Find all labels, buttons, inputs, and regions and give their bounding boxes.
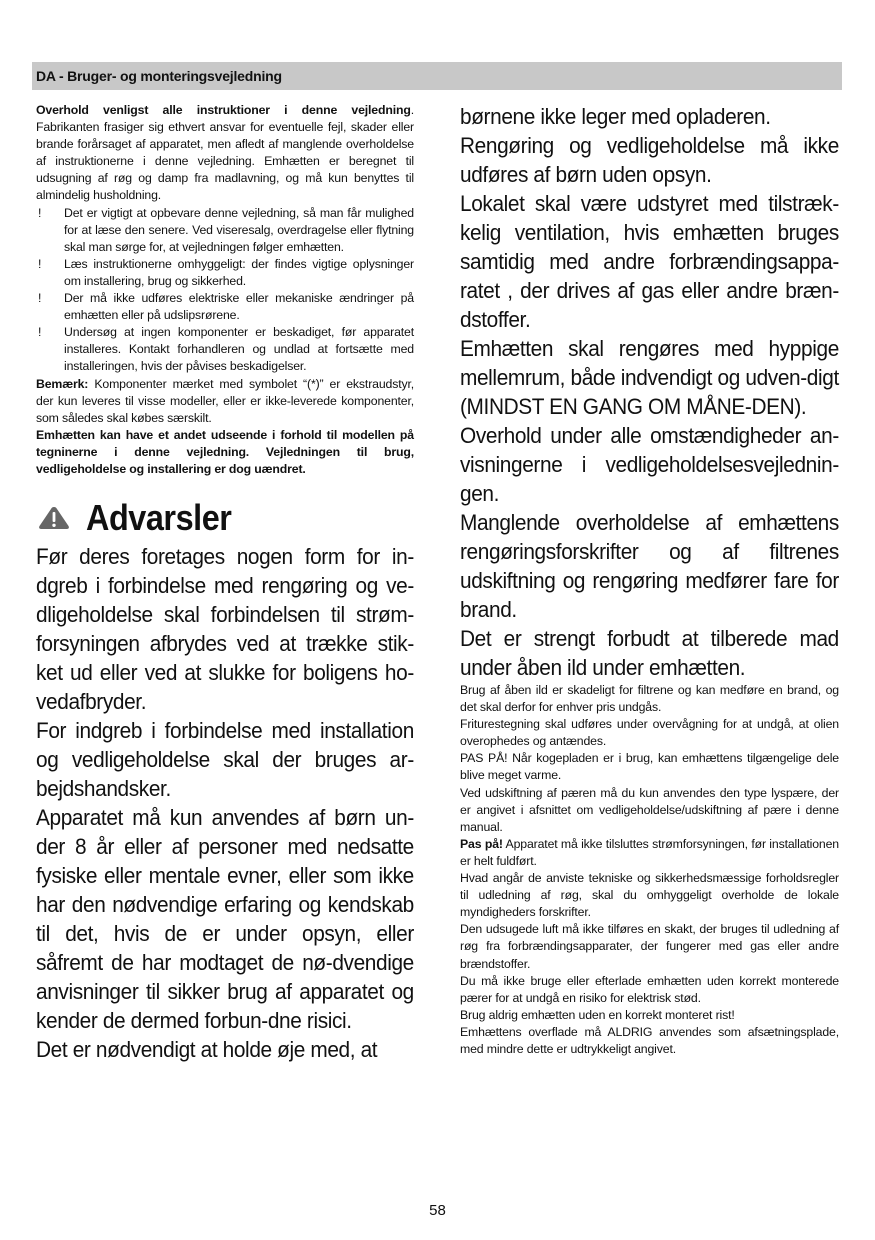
small-paragraph: Brug aldrig emhætten uden en korrekt monteret rist!: [460, 1007, 735, 1022]
right-column: [460, 102, 839, 1058]
note-text: Komponenter mærket med symbolet “(*)” er ekstraudstyr, der kun leveres til visse modeller, eller er ikke-leverede komponenter, som således skal købes særskilt.: [36, 376, 414, 425]
bullet-item: [36, 324, 414, 375]
bullet-mark: !: [38, 325, 42, 340]
intro-rest: . Fabrikanten frasiger sig ethvert ansvar for eventuelle fejl, skader eller brande forårsaget af apparatet, men afledt af manglende overholdelse af instruktionerne i denne vejledning. Emhætten er beregnet til udsugning af røg og damp fra madlavning, og må kun benyttes til almindelig husholdning.: [36, 103, 414, 203]
bold-note: Emhætten kan have et andet udseende i forhold til modellen på tegninerne i denne vejledning. Vejledningen til brug, vedligeholdelse og installering er dog uændret.: [36, 427, 414, 476]
large-paragraph: Overhold under alle omstændigheder an-visningerne i vedligeholdelsesvejlednin-gen.: [460, 423, 839, 506]
large-paragraph: Lokalet skal være udstyret med tilstræk-kelig ventilation, hvis emhætten bruges samtidig med andre forbrændingsappa-ratet , der drives af gas eller andre bræn-dstoffer.: [460, 191, 839, 332]
large-paragraph: Apparatet må kun anvendes af børn un-der 8 år eller af personer med nedsatte fysiske eller mentale evner, eller som ikke har den nødvendige erfaring og kendskab til det, hvis de er under opsyn, eller såfremt de har modtaget de nø-dvendige anvisninger til sikker brug af apparatet og kender de dermed forbun-dne risici.: [36, 805, 414, 1034]
small-paragraph: Ved udskiftning af pæren må du kun anvendes den type lyspære, der er angivet i afsnittet om vedligeholdelse/udskiftning af pære i denne manual.: [460, 785, 839, 834]
large-paragraph: Før deres foretages nogen form for in-dgreb i forbindelse med rengøring og ve-dligeholdelse skal forbindelsen til strøm-forsyningen afbrydes ved at trække stik-ket ud eller ved at slukke for boligens ho-vedafbryder.: [36, 544, 414, 715]
small-paragraph: Brug af åben ild er skadeligt for filtrene og kan medføre en brand, og det skal derfor for enhver pris undgås.: [460, 683, 839, 715]
large-paragraph: Rengøring og vedligeholdelse må ikke udføres af børn uden opsyn.: [460, 133, 839, 187]
small-paragraph: Friturestegning skal udføres under overvågning for at undgå, at olien overophedes og antændes.: [460, 717, 839, 749]
pas-paa-text: Apparatet må ikke tilsluttes strømforsyningen, før installationen er helt fuldført.: [460, 836, 839, 868]
large-paragraph: børnene ikke leger med opladeren.: [460, 104, 771, 129]
page-number: 58: [429, 1202, 446, 1219]
small-paragraph: Du må ikke bruge eller efterlade emhætten uden korrekt monterede pærer for at undgå en risiko for elektrisk stød.: [460, 973, 839, 1005]
intro-paragraph: [36, 102, 414, 205]
small-paragraph: Emhættens overflade må ALDRIG anvendes som afsætningsplade, med mindre dette er udtrykkeligt angivet.: [460, 1024, 839, 1056]
bullet-text: Undersøg at ingen komponenter er beskadiget, før apparatet installeres. Kontakt forhandleren og undlad at fortsætte med installeringen, hvis der påvises beskadigelser.: [64, 325, 414, 374]
small-paragraph: Hvad angår de anviste tekniske og sikkerhedsmæssige forholdsregler til udledning af røg, skal du omhyggeligt overholde de lokale myndigheders forskrifter.: [460, 871, 839, 920]
warning-triangle-icon: [38, 506, 70, 530]
bullet-item: [36, 205, 414, 256]
large-paragraph: Det er nødvendigt at holde øje med, at: [36, 1037, 378, 1063]
section-header-bar: [32, 62, 842, 90]
bullet-text: Der må ikke udføres elektriske eller mekaniske ændringer på emhætten eller på udslipsrørene.: [64, 291, 414, 323]
warnings-heading: [36, 498, 414, 538]
section-title: DA - Bruger- og monteringsvejledning: [36, 68, 282, 84]
note-label: Bemærk:: [36, 376, 89, 391]
large-paragraph: Det er strengt forbudt at tilberede mad under åben ild under emhætten.: [460, 626, 839, 680]
small-paragraph: Den udsugede luft må ikke tilføres en skakt, der bruges til udledning af røg fra forbrændingsapparater, der fungerer med gas eller andre brændstoffer.: [460, 922, 839, 971]
large-paragraph: Manglende overholdelse af emhættens rengøringsforskrifter og af filtrenes udskiftning og rengøring medfører fare for brand.: [460, 510, 839, 622]
note-paragraph: [36, 376, 414, 427]
bullet-mark: !: [38, 291, 42, 306]
pas-paa-paragraph: [460, 836, 839, 870]
large-paragraph: Emhætten skal rengøres med hyppige mellemrum, både indvendigt og udven-digt (MINDST EN GANG OM MÅNE-DEN).: [460, 336, 839, 419]
large-paragraph: For indgreb i forbindelse med installation og vedligeholdelse skal der bruges ar-bejdshandsker.: [36, 718, 414, 802]
bullet-text: Læs instruktionerne omhyggeligt: der findes vigtige oplysninger om installering, brug og sikkerhed.: [64, 256, 414, 288]
intro-bold: Overhold venligst alle instruktioner i denne vejledning: [36, 103, 411, 117]
bullet-mark: !: [38, 205, 42, 220]
left-column: [36, 102, 414, 1064]
bullet-item: [36, 256, 414, 290]
pas-paa-label: Pas på!: [460, 836, 503, 851]
bullet-mark: !: [38, 256, 42, 271]
bullet-text: Det er vigtigt at opbevare denne vejledning, så man får mulighed for at læse den senere. Ved viseresalg, overdragelse eller flytning skal man sørge for, at vejledningen følger emhætten.: [64, 205, 414, 254]
bold-note-paragraph: [36, 427, 414, 478]
small-paragraph: PAS PÅ! Når kogepladen er i brug, kan emhættens tilgængelige dele blive meget varme.: [460, 751, 839, 783]
bullet-item: [36, 290, 414, 324]
warnings-title: Advarsler: [86, 497, 232, 539]
